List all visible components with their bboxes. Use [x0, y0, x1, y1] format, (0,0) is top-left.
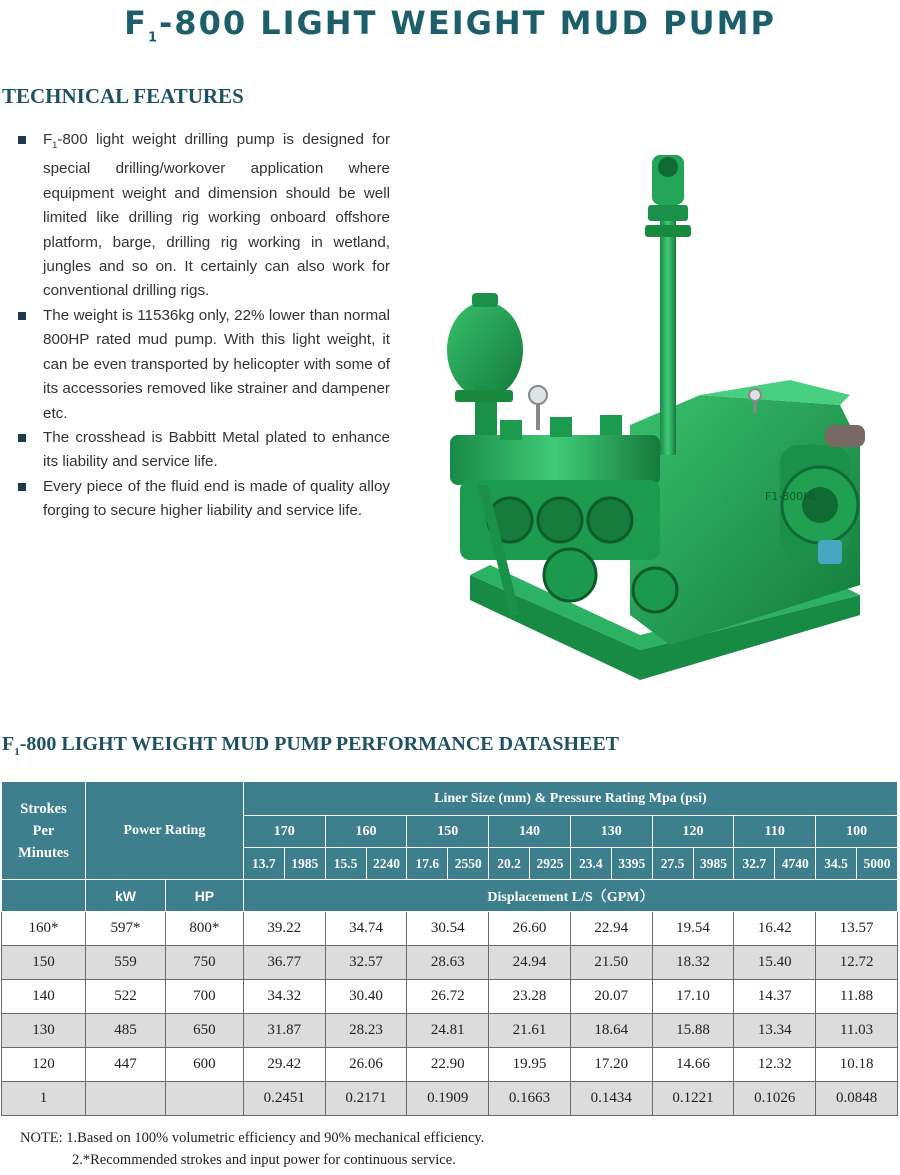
- hp-cell: 700: [165, 980, 243, 1014]
- displacement-cell: 13.57: [816, 912, 898, 946]
- feature-item: The crosshead is Babbitt Metal plated to enhance its liability and service life.: [18, 426, 390, 475]
- hp-cell: 650: [165, 1014, 243, 1048]
- pressure-mpa-cell: 17.6: [407, 848, 448, 880]
- displacement-cell: 26.06: [325, 1048, 407, 1082]
- spm-cell: 140: [2, 980, 86, 1014]
- note-2: 2.*Recommended strokes and input power for continuous service.: [72, 1152, 456, 1168]
- square-bullet-icon: [18, 434, 26, 442]
- kw-cell: [85, 1082, 165, 1116]
- displacement-cell: 26.60: [489, 912, 571, 946]
- displacement-cell: 19.95: [489, 1048, 571, 1082]
- displacement-cell: 39.22: [243, 912, 325, 946]
- mud-pump-image: [440, 145, 900, 695]
- displacement-cell: 14.37: [734, 980, 816, 1014]
- displacement-cell: 32.57: [325, 946, 407, 980]
- kw-cell: 485: [85, 1014, 165, 1048]
- displacement-cell: 20.07: [570, 980, 652, 1014]
- pressure-mpa-cell: 13.7: [243, 848, 284, 880]
- displacement-cell: 22.90: [407, 1048, 489, 1082]
- liner-size-cell: 120: [652, 816, 734, 848]
- displacement-cell: 21.61: [489, 1014, 571, 1048]
- spm-cell: 1: [2, 1082, 86, 1116]
- displacement-cell: 0.1909: [407, 1082, 489, 1116]
- displacement-cell: 29.42: [243, 1048, 325, 1082]
- kw-cell: 522: [85, 980, 165, 1014]
- displacement-cell: 19.54: [652, 912, 734, 946]
- displacement-cell: 11.88: [816, 980, 898, 1014]
- displacement-cell: 17.10: [652, 980, 734, 1014]
- table-row: [2, 980, 898, 1014]
- displacement-cell: 15.88: [652, 1014, 734, 1048]
- displacement-cell: 16.42: [734, 912, 816, 946]
- displacement-cell: 13.34: [734, 1014, 816, 1048]
- pressure-mpa-cell: 27.5: [652, 848, 693, 880]
- displacement-cell: 14.66: [652, 1048, 734, 1082]
- pressure-psi-cell: 2240: [366, 848, 407, 880]
- displacement-cell: 0.1663: [489, 1082, 571, 1116]
- hp-cell: 750: [165, 946, 243, 980]
- displacement-cell: 18.64: [570, 1014, 652, 1048]
- spm-cell: 160*: [2, 912, 86, 946]
- displacement-cell: 0.1221: [652, 1082, 734, 1116]
- hp-cell: [165, 1082, 243, 1116]
- table-row: [2, 1014, 898, 1048]
- table-row: [2, 912, 898, 946]
- displacement-cell: 36.77: [243, 946, 325, 980]
- displacement-cell: 0.0848: [816, 1082, 898, 1116]
- feature-item: $F_1-800$ light weight drilling pump is designed for special drilling/workover application where equipment weight and dimension should be well limited like drilling rig working onboard offshore platform, barge, drilling rig working in wetland, jungles and so on. It certainly can also work for conventional drilling rigs.: [18, 128, 390, 304]
- pressure-psi-cell: 5000: [857, 848, 898, 880]
- displacement-cell: 31.87: [243, 1014, 325, 1048]
- liner-size-cell: 130: [570, 816, 652, 848]
- features-list: [18, 128, 390, 524]
- displacement-cell: 0.2451: [243, 1082, 325, 1116]
- units-blank-header: [2, 880, 86, 912]
- displacement-cell: 18.32: [652, 946, 734, 980]
- pump-label: F1-800HL: [765, 490, 818, 503]
- hp-header: HP: [165, 880, 243, 912]
- power-rating-header: Power Rating: [85, 782, 243, 880]
- displacement-cell: 0.2171: [325, 1082, 407, 1116]
- hp-cell: 800*: [165, 912, 243, 946]
- technical-features-heading: TECHNICAL FEATURES: [2, 84, 244, 108]
- spm-cell: 120: [2, 1048, 86, 1082]
- displacement-cell: 30.54: [407, 912, 489, 946]
- square-bullet-icon: [18, 312, 26, 320]
- displacement-cell: 11.03: [816, 1014, 898, 1048]
- pressure-mpa-cell: 32.7: [734, 848, 775, 880]
- displacement-cell: 15.40: [734, 946, 816, 980]
- displacement-cell: 28.63: [407, 946, 489, 980]
- pressure-mpa-cell: 20.2: [489, 848, 530, 880]
- table-row: [2, 1048, 898, 1082]
- note-1: NOTE: 1.Based on 100% volumetric efficiency and 90% mechanical efficiency.: [20, 1130, 485, 1146]
- square-bullet-icon: [18, 136, 26, 144]
- displacement-cell: 0.1026: [734, 1082, 816, 1116]
- liner-size-cell: 160: [325, 816, 407, 848]
- table-row: [2, 946, 898, 980]
- displacement-cell: 24.94: [489, 946, 571, 980]
- hp-cell: 600: [165, 1048, 243, 1082]
- displacement-cell: 30.40: [325, 980, 407, 1014]
- kw-header: kW: [85, 880, 165, 912]
- liner-size-cell: 140: [489, 816, 571, 848]
- spm-cell: 150: [2, 946, 86, 980]
- feature-item: Every piece of the fluid end is made of quality alloy forging to secure higher liability and service life.: [18, 475, 390, 524]
- kw-cell: 597*: [85, 912, 165, 946]
- displacement-cell: 12.32: [734, 1048, 816, 1082]
- displacement-cell: 26.72: [407, 980, 489, 1014]
- liner-size-cell: 150: [407, 816, 489, 848]
- displacement-cell: 24.81: [407, 1014, 489, 1048]
- displacement-cell: 28.23: [325, 1014, 407, 1048]
- pressure-psi-cell: 4740: [775, 848, 816, 880]
- pressure-mpa-cell: 15.5: [325, 848, 366, 880]
- table-row: [2, 1082, 898, 1116]
- pressure-psi-cell: 1985: [284, 848, 325, 880]
- displacement-cell: 21.50: [570, 946, 652, 980]
- liner-size-cell: 170: [243, 816, 325, 848]
- displacement-cell: 17.20: [570, 1048, 652, 1082]
- displacement-cell: 34.32: [243, 980, 325, 1014]
- displacement-cell: 0.1434: [570, 1082, 652, 1116]
- notes: [20, 1127, 484, 1171]
- strokes-per-minute-header: Strokes Per Minutes: [2, 782, 86, 880]
- liner-size-cell: 100: [816, 816, 898, 848]
- pressure-psi-cell: 3985: [693, 848, 734, 880]
- kw-cell: 559: [85, 946, 165, 980]
- pressure-mpa-cell: 23.4: [570, 848, 611, 880]
- displacement-cell: 23.28: [489, 980, 571, 1014]
- kw-cell: 447: [85, 1048, 165, 1082]
- liner-size-header: Liner Size (mm) & Pressure Rating Mpa (psi): [243, 782, 897, 816]
- spm-cell: 130: [2, 1014, 86, 1048]
- displacement-cell: 10.18: [816, 1048, 898, 1082]
- square-bullet-icon: [18, 483, 26, 491]
- liner-size-cell: 110: [734, 816, 816, 848]
- pressure-psi-cell: 2925: [530, 848, 571, 880]
- datasheet-heading: $F_1-800$ LIGHT WEIGHT MUD PUMP PERFORMANCE DATASHEET: [2, 733, 620, 758]
- pressure-mpa-cell: 34.5: [816, 848, 857, 880]
- displacement-cell: 34.74: [325, 912, 407, 946]
- displacement-cell: 22.94: [570, 912, 652, 946]
- displacement-header: Displacement L/S（GPM）: [243, 880, 897, 912]
- performance-datasheet-table: [1, 781, 898, 1116]
- displacement-cell: 12.72: [816, 946, 898, 980]
- page-title: $F_1-800$ LIGHT WEIGHT MUD PUMP: [124, 4, 776, 46]
- pressure-psi-cell: 2550: [448, 848, 489, 880]
- pressure-psi-cell: 3395: [611, 848, 652, 880]
- feature-item: The weight is 11536kg only, 22% lower than normal 800HP rated mud pump. With this light weight, it can be even transported by helicopter with some of its accessories removed like strainer and dampener etc.: [18, 304, 390, 426]
